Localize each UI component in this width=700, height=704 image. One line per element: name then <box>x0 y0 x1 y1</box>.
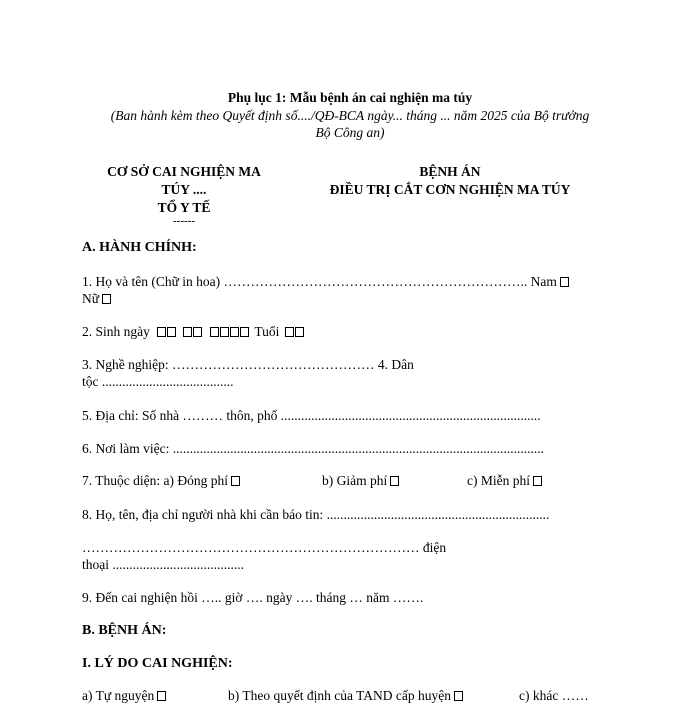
dob-field <box>82 324 305 340</box>
occupation-field: 3. Nghề nghiệp: ……………………………………… 4. Dân <box>82 357 414 372</box>
category-exempt <box>467 473 542 489</box>
workplace-field: 6. Nơi làm việc: .............................................................................................................. <box>82 441 544 456</box>
female-field <box>82 291 111 307</box>
record-title: BỆNH ÁN <box>419 164 481 179</box>
phone-field: thoại ....................................... <box>82 557 244 572</box>
female-label: Nữ <box>82 291 100 306</box>
facility-name-line-2: TÚY .... <box>161 182 207 197</box>
reason-other: c) khác …… <box>519 688 589 703</box>
relative-continuation: ………………………………………………………………… điện <box>82 540 447 555</box>
section-i-heading: I. LÝ DO CAI NGHIỆN: <box>82 656 233 671</box>
day-boxes[interactable] <box>156 324 176 339</box>
category-reduced <box>322 473 399 489</box>
section-b-heading: B. BỆNH ÁN: <box>82 623 167 638</box>
relative-field: 8. Họ, tên, địa chỉ người nhà khi cần báo tin: .................................................................. <box>82 507 550 522</box>
section-a-heading: A. HÀNH CHÍNH: <box>82 240 197 255</box>
reason-court <box>228 688 463 704</box>
reason-voluntary <box>82 688 166 704</box>
exempt-checkbox[interactable] <box>533 476 542 486</box>
arrival-field: 9. Đến cai nghiện hồi ….. giờ …. ngày …. tháng … năm ……. <box>82 590 424 605</box>
facility-name-line-1: CƠ SỞ CAI NGHIỆN MA <box>107 164 261 179</box>
subtitle-line-2: Bộ Công an) <box>315 125 385 140</box>
appendix-title: Phụ lục 1: Mẫu bệnh án cai nghiện ma túy <box>227 90 473 105</box>
year-boxes[interactable] <box>209 324 249 339</box>
name-field <box>82 274 569 290</box>
subtitle-line-1: (Ban hành kèm theo Quyết định số..../QĐ-BCA ngày... tháng ... năm 2025 của Bộ trưởng <box>110 108 590 123</box>
address-field: 5. Địa chỉ: Số nhà ……… thôn, phố ............................................................................. <box>82 408 541 423</box>
male-checkbox[interactable] <box>560 277 569 287</box>
ethnicity-field: tộc ....................................... <box>82 374 234 389</box>
voluntary-label: a) Tự nguyện <box>82 688 155 703</box>
court-decision-label: b) Theo quyết định của TAND cấp huyện <box>228 688 451 703</box>
category-fee-label: 7. Thuộc diện: a) Đóng phí <box>82 473 228 488</box>
age-label: Tuổi <box>254 324 280 339</box>
name-label: 1. Họ và tên (Chữ in hoa) ………………………………………………………….. Nam <box>82 274 557 289</box>
age-boxes[interactable] <box>285 324 305 339</box>
header-rule: ------ <box>173 215 195 227</box>
month-boxes[interactable] <box>183 324 203 339</box>
reduced-fee-checkbox[interactable] <box>390 476 399 486</box>
fee-paying-checkbox[interactable] <box>231 476 240 486</box>
female-checkbox[interactable] <box>102 294 111 304</box>
reduced-fee-label: b) Giảm phí <box>322 473 388 488</box>
category-field <box>82 473 240 489</box>
record-subtitle: ĐIỀU TRỊ CẮT CƠN NGHIỆN MA TÚY <box>329 182 571 197</box>
dob-label: 2. Sinh ngày <box>82 324 150 339</box>
medical-team-label: TỔ Y TẾ <box>157 200 211 215</box>
exempt-label: c) Miễn phí <box>467 473 530 488</box>
